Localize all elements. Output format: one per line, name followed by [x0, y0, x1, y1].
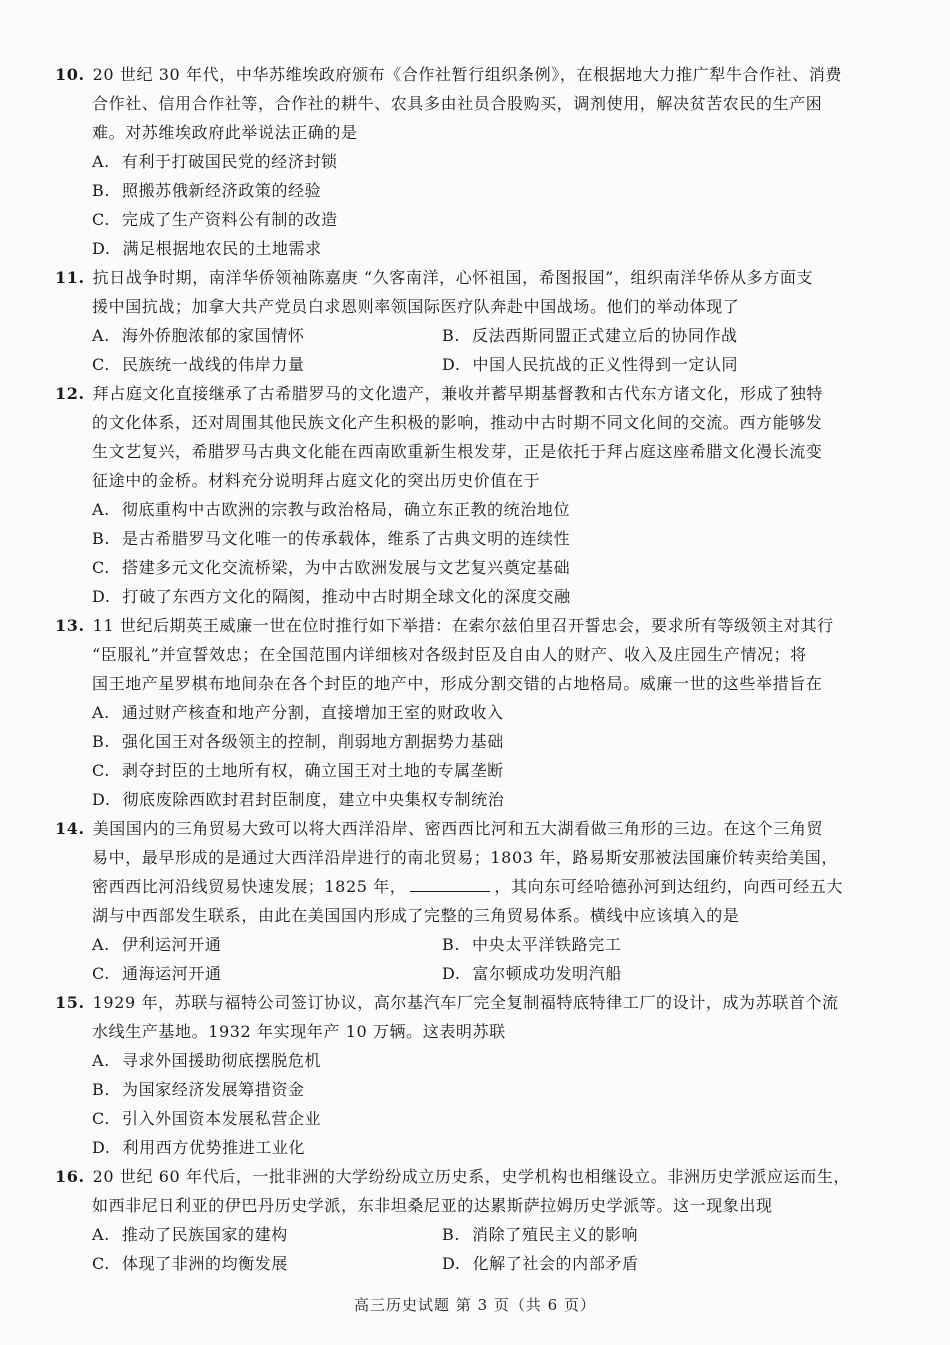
option-text: 化解了社会的内部矛盾 [472, 1254, 639, 1273]
question-text: “臣服礼”并宣誓效忠；在全国范围内详细核对各级封臣及自由人的财产、收入及庄园生产情况；将 [92, 645, 807, 664]
option-label: B. [442, 935, 461, 954]
option-text: 民族统一战线的伟岸力量 [121, 355, 305, 374]
option-text: 剥夺封臣的土地所有权，确立国王对土地的专属垄断 [121, 761, 504, 780]
option-text: 中国人民抗战的正义性得到一定认同 [472, 355, 739, 374]
option-text: 消除了殖民主义的影响 [472, 1225, 639, 1244]
question-text: 美国国内的三角贸易大致可以将大西洋沿岸、密西西比河和五大湖看做三角形的三边。在这个三角贸 [92, 819, 824, 838]
option-label: D. [92, 587, 111, 606]
option-d [92, 1137, 305, 1159]
question-text: 20 世纪 60 年代后，一批非洲的大学纷纷成立历史系，史学机构也相继设立。非洲历史学派应运而生， [92, 1167, 851, 1186]
option-text: 寻求外国援助彻底摆脱危机 [121, 1051, 322, 1070]
option-text: 富尔顿成功发明汽船 [472, 964, 622, 983]
option-c [92, 1108, 321, 1130]
option-text: 打破了东西方文化的隔阂，推动中古时期全球文化的深度交融 [122, 587, 571, 606]
option-label: B. [92, 1080, 111, 1099]
question-text: ，其向东可经哈德孙河到达纽约，向西可经五大 [494, 877, 844, 896]
question-number: 12. [55, 384, 85, 403]
question-text: 的文化体系，还对周围其他民族文化产生积极的影响，推动中古时期不同文化间的交流。西方能够发 [92, 413, 823, 432]
option-text: 反法西斯同盟正式建立后的协同作战 [472, 326, 738, 345]
option-a [92, 151, 338, 173]
option-a [92, 325, 304, 347]
option-label: B. [442, 326, 461, 345]
question-text: 湖与中西部发生联系，由此在美国国内形成了完整的三角贸易体系。横线中应该填入的是 [92, 906, 740, 925]
option-label: A. [92, 935, 110, 954]
option-label: D. [442, 964, 461, 983]
option-c [92, 209, 338, 231]
option-text: 通海运河开通 [121, 964, 222, 983]
option-text: 海外侨胞浓郁的家国情怀 [121, 326, 305, 345]
option-b [92, 731, 504, 753]
option-label: C. [92, 210, 110, 229]
option-b [92, 528, 570, 550]
option-label: C. [92, 355, 110, 374]
option-label: C. [92, 1254, 110, 1273]
option-text: 体现了非洲的均衡发展 [121, 1254, 288, 1273]
question-line [55, 992, 872, 1014]
option-text: 引入外国资本发展私营企业 [121, 1109, 322, 1128]
option-label: C. [92, 1109, 110, 1128]
question-text: 生文艺复兴，希腊罗马古典文化能在西南欧重新生根发芽，正是依托于拜占庭这座希腊文化漫长流变 [92, 442, 823, 461]
option-d [92, 238, 322, 260]
option-text: 利用西方优势推进工业化 [122, 1138, 306, 1157]
option-label: A. [92, 500, 110, 519]
option-a [92, 702, 504, 724]
question-text: 1929 年，苏联与福特公司签订协议，高尔基汽车厂完全复制福特底特律工厂的设计，成为苏联首个流 [92, 993, 839, 1012]
option-c [92, 557, 570, 579]
option-a [92, 1050, 321, 1072]
option-label: D. [442, 1254, 461, 1273]
question-line [55, 818, 872, 840]
question-text: 20 世纪 30 年代，中华苏维埃政府颁布《合作社暂行组织条例》，在根据地大力推广犁牛合作社、消费 [92, 65, 843, 84]
question-text: 抗日战争时期，南洋华侨领袖陈嘉庚 “久客南洋，心怀祖国，希图报国”，组织南洋华侨从多方面支 [92, 268, 814, 287]
option-b [92, 1079, 305, 1101]
option-label: A. [92, 1051, 110, 1070]
question-text: 援中国抗战；加拿大共产党员白求恩则率领国际医疗队奔赴中国战场。他们的举动体现了 [92, 297, 740, 316]
page-footer: 高三历史试题 第 3 页（共 6 页） [354, 1296, 596, 1314]
option-label: C. [92, 964, 110, 983]
question-line [55, 1166, 872, 1188]
question-text: 易中，最早形成的是通过大西洋沿岸进行的南北贸易；1803 年，路易斯安那被法国廉价转卖给美国， [92, 848, 839, 867]
option-text: 完成了生产资料公有制的改造 [121, 210, 338, 229]
option-text: 中央太平洋铁路完工 [472, 935, 622, 954]
option-text: 彻底废除西欧封君封臣制度，建立中央集权专制统治 [122, 790, 505, 809]
option-label: A. [92, 326, 110, 345]
question-number: 14. [55, 819, 85, 838]
option-text: 为国家经济发展筹措资金 [122, 1080, 305, 1099]
question-number: 11. [55, 268, 85, 287]
option-label: C. [92, 558, 110, 577]
question-line [55, 64, 872, 86]
option-text: 是古希腊罗马文化唯一的传承载体，维系了古典文明的连续性 [122, 529, 571, 548]
option-text: 强化国王对各级领主的控制，削弱地方割据势力基础 [122, 732, 504, 751]
option-text: 满足根据地农民的土地需求 [122, 239, 322, 258]
question-line [55, 383, 872, 405]
option-a [92, 1224, 288, 1246]
question-text: 国王地产星罗棋布地间杂在各个封臣的地产中，形成分割交错的占地格局。威廉一世的这些举措旨在 [92, 674, 823, 693]
option-b [442, 1224, 638, 1246]
option-b [442, 325, 738, 347]
option-label: C. [92, 761, 110, 780]
question-line-with-blank [92, 876, 872, 898]
option-label: A. [92, 152, 110, 171]
option-text: 有利于打破国民党的经济封锁 [121, 152, 338, 171]
option-label: B. [92, 732, 111, 751]
question-line [55, 267, 872, 289]
question-text: 拜占庭文化直接继承了古希腊罗马的文化遗产，兼收并蓄早期基督教和古代东方诸文化，形成了独特 [92, 384, 824, 403]
fill-in-blank [410, 877, 490, 892]
option-text: 彻底重构中古欧洲的宗教与政治格局，确立东正教的统治地位 [121, 500, 571, 519]
option-label: D. [92, 239, 111, 258]
question-text: 水线生产基地。1932 年实现年产 10 万辆。这表明苏联 [92, 1022, 506, 1041]
option-d [442, 1253, 639, 1275]
question-text: 密西西比河沿线贸易快速发展；1825 年， [92, 877, 407, 896]
option-text: 搭建多元文化交流桥梁，为中古欧洲发展与文艺复兴奠定基础 [121, 558, 571, 577]
option-c [92, 354, 305, 376]
option-text: 照搬苏俄新经济政策的经验 [122, 181, 322, 200]
option-label: B. [442, 1225, 461, 1244]
question-text: 11 世纪后期英王威廉一世在位时推行如下举措：在索尔兹伯里召开誓忠会，要求所有等级领主对其行 [92, 616, 834, 635]
option-b [92, 180, 321, 202]
option-c [92, 963, 222, 985]
option-d [92, 789, 504, 811]
question-text: 难。对苏维埃政府此举说法正确的是 [92, 123, 358, 142]
option-d [92, 586, 571, 608]
option-label: D. [92, 790, 111, 809]
option-a [92, 934, 221, 956]
question-text: 如西非尼日利亚的伊巴丹历史学派，东非坦桑尼亚的达累斯萨拉姆历史学派等。这一现象出现 [92, 1196, 773, 1215]
question-number: 13. [55, 616, 85, 635]
option-label: D. [442, 355, 461, 374]
question-text: 合作社、信用合作社等，合作社的耕牛、农具多由社员合股购买，调剂使用，解决贫苦农民的生产困 [92, 94, 823, 113]
option-label: B. [92, 181, 111, 200]
question-number: 15. [55, 993, 85, 1012]
question-text: 征途中的金桥。材料充分说明拜占庭文化的突出历史价值在于 [92, 471, 541, 490]
option-label: A. [92, 1225, 110, 1244]
option-b [442, 934, 621, 956]
option-a [92, 499, 570, 521]
question-number: 16. [55, 1167, 85, 1186]
option-text: 推动了民族国家的建构 [121, 1225, 288, 1244]
question-line [55, 615, 872, 637]
option-d [442, 963, 622, 985]
option-label: B. [92, 529, 111, 548]
question-number: 10. [55, 65, 85, 84]
option-c [92, 1253, 288, 1275]
option-text: 通过财产核查和地产分割，直接增加王室的财政收入 [121, 703, 504, 722]
option-label: A. [92, 703, 110, 722]
option-text: 伊利运河开通 [121, 935, 222, 954]
option-label: D. [92, 1138, 111, 1157]
option-c [92, 760, 504, 782]
option-d [442, 354, 738, 376]
